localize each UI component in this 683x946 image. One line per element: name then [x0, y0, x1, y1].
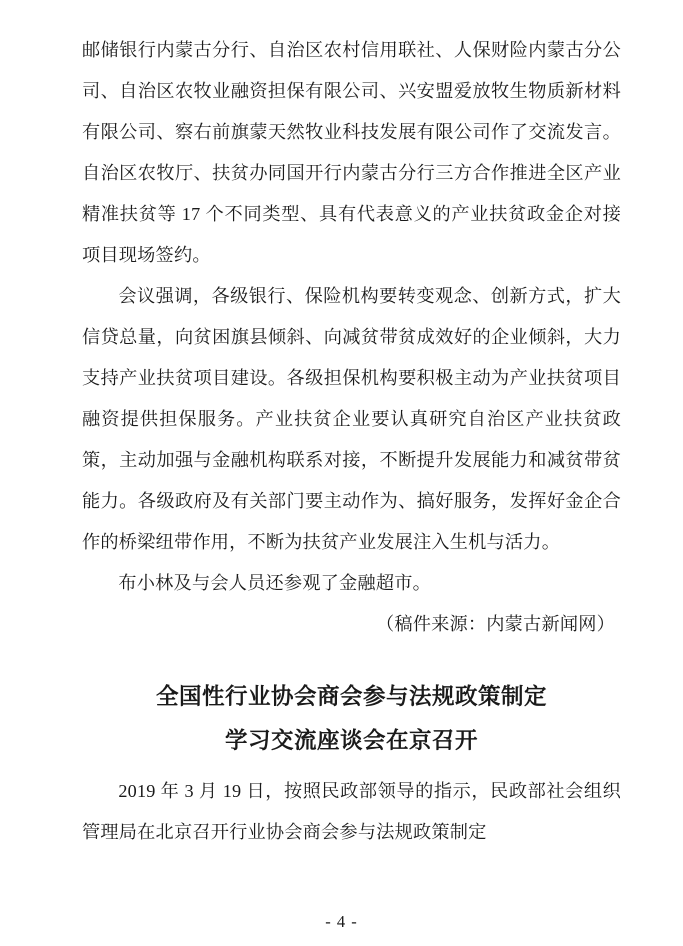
headline-line-1: 全国性行业协会商会参与法规政策制定	[155, 684, 547, 709]
page-number: - 4 -	[325, 912, 358, 931]
paragraph-1: 邮储银行内蒙古分行、自治区农村信用联社、人保财险内蒙古分公司、自治区农牧业融资担保有限公司、兴安盟爱放牧生物质新材料有限公司、察右前旗蒙天然牧业科技发展有限公司作了交流发言。自治区农牧厅、扶贫办同国开行内蒙古分行三方合作推进全区产业精准扶贫等 17 个不同类型、具有代表意义的产业扶贫政金企对接项目现场签约。	[82, 40, 621, 265]
headline-line-2: 学习交流座谈会在京召开	[224, 728, 478, 753]
paragraph-3: 布小林及与会人员还参观了金融超市。	[118, 573, 431, 593]
document-body	[82, 30, 621, 853]
article-headline	[82, 675, 621, 763]
source-attribution: （稿件来源：内蒙古新闻网）	[375, 614, 615, 634]
paragraph-2: 会议强调，各级银行、保险机构要转变观念、创新方式，扩大信贷总量，向贫困旗县倾斜、向减贫带贫成效好的企业倾斜，大力支持产业扶贫项目建设。各级担保机构要积极主动为产业扶贫项目融资提供担保服务。产业扶贫企业要认真研究自治区产业扶贫政策，主动加强与金融机构联系对接，不断提升发展能力和减贫带贫能力。各级政府及有关部门要主动作为、搞好服务，发挥好金企合作的桥梁纽带作用，不断为扶贫产业发展注入生机与活力。	[82, 286, 621, 552]
paragraph-4: 2019 年 3 月 19 日，按照民政部领导的指示，民政部社会组织管理局在北京召开行业协会商会参与法规政策制定	[82, 781, 621, 842]
